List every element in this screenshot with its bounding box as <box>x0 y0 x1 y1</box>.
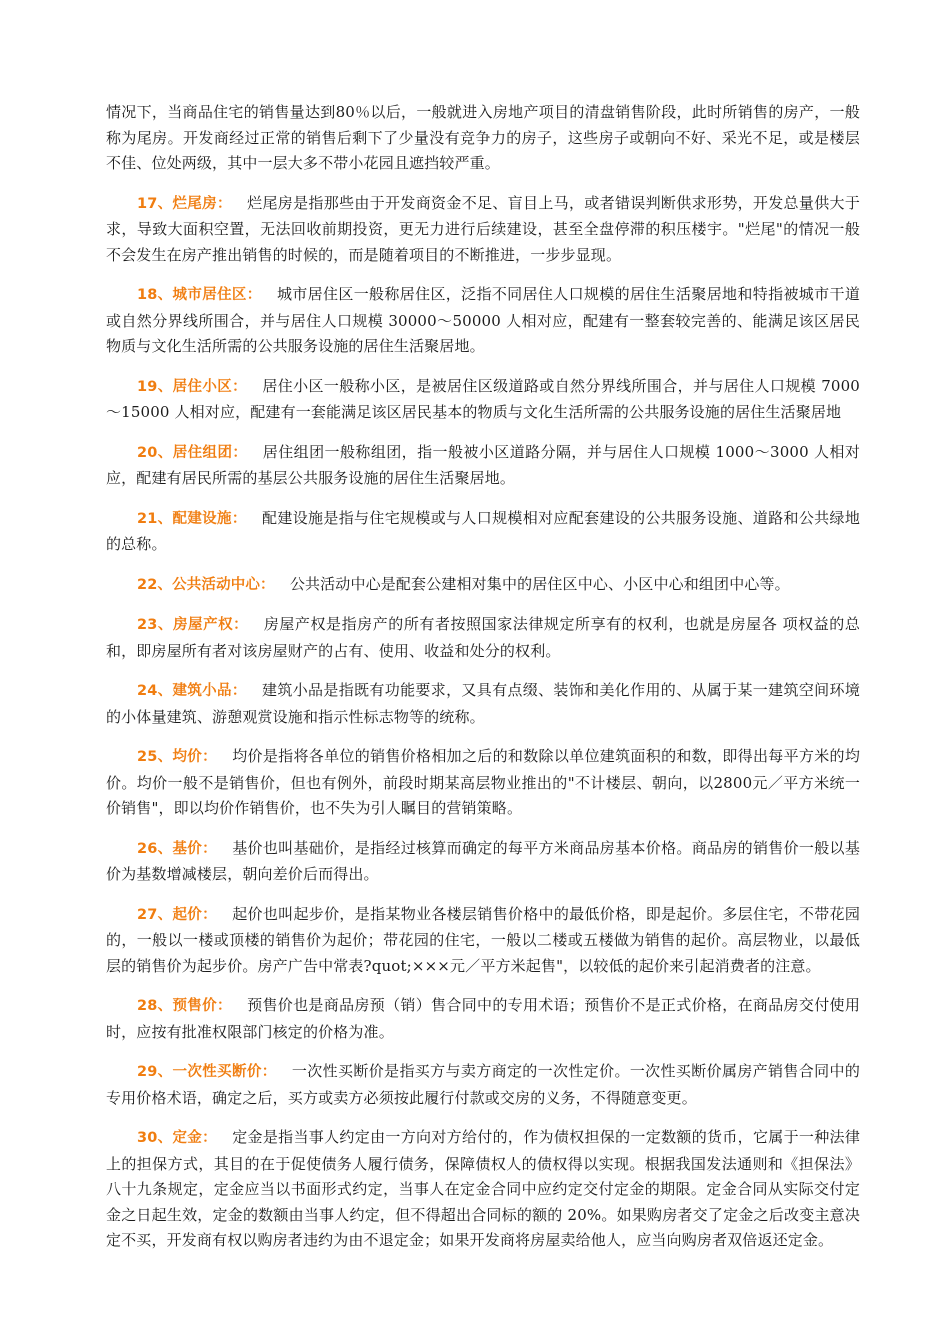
glossary-entry <box>106 993 860 1045</box>
glossary-definition: 基价也叫基础价，是指经过核算而确定的每平方米商品房基本价格。商品房的销售价一般以基价为基数增减楼层，朝向差价后而得出。 <box>106 838 860 883</box>
glossary-term: 20、居住组团： <box>137 444 248 461</box>
glossary-term: 17、烂尾房： <box>137 195 232 212</box>
glossary-entry <box>106 374 860 426</box>
glossary-list <box>106 191 860 1254</box>
glossary-term: 21、配建设施： <box>137 510 247 527</box>
glossary-definition: 居住小区一般称小区，是被居住区级道路或自然分界线所围合，并与居住人口规模 7000～15000 人相对应，配建有一套能满足该区居民基本的物质与文化生活所需的公共服务设施的居住生活聚居地 <box>106 376 860 421</box>
glossary-entry <box>106 191 860 269</box>
glossary-definition: 定金是指当事人约定由一方向对方给付的，作为债权担保的一定数额的货币，它属于一种法律上的担保方式，其目的在于促使债务人履行债务，保障债权人的债权得以实现。根据我国发法通则和《担保法》八十九条规定，定金应当以书面形式约定，当事人在定金合同中应约定交付定金的期限。定金合同从实际交付定金之日起生效，定金的数额由当事人约定，但不得超出合同标的额的 20%。如果购房者交了定金之后改变主意决定不买，开发商有权以购房者违约为由不退定金；如果开发商将房屋卖给他人，应当向购房者双倍返还定金。 <box>106 1128 860 1249</box>
glossary-definition: 居住组团一般称组团，指一般被小区道路分隔，并与居住人口规模 1000～3000 人相对应，配建有居民所需的基层公共服务设施的居住生活聚居地。 <box>106 442 860 487</box>
glossary-definition: 一次性买断价是指买方与卖方商定的一次性定价。一次性买断价属房产销售合同中的专用价格术语，确定之后，买方或卖方必须按此履行付款或交房的义务，不得随意变更。 <box>106 1062 860 1107</box>
glossary-term: 18、城市居住区： <box>137 287 262 303</box>
glossary-entry <box>106 282 860 360</box>
glossary-definition: 起价也叫起步价，是指某物业各楼层销售价格中的最低价格，即是起价。多层住宅，不带花园的，一般以一楼或顶楼的销售价为起价；带花园的住宅，一般以二楼或五楼做为销售的起价。高层物业，以最低层的销售价为起步价。房产广告中常表?quot;×××元／平方米起售"，以较低的起价来引起消费者的注意。 <box>106 904 860 975</box>
glossary-term: 24、建筑小品： <box>137 683 247 699</box>
glossary-entry <box>106 506 860 558</box>
glossary-definition: 均价是指将各单位的销售价格相加之后的和数除以单位建筑面积的和数，即得出每平方米的均价。均价一般不是销售价，但也有例外，前段时期某高层物业推出的"不计楼层、朝向，以2800元／平方米统一价销售"，即以均价作销售价，也不失为引人瞩目的营销策略。 <box>106 747 860 817</box>
glossary-term: 27、起价： <box>137 906 217 923</box>
glossary-term: 23、房屋产权： <box>137 617 249 633</box>
glossary-entry <box>106 1059 860 1111</box>
glossary-entry <box>106 744 860 822</box>
glossary-definition: 房屋产权是指房产的所有者按照国家法律规定所享有的权利，也就是房屋各 项权益的总和，即房屋所有者对该房屋财产的占有、使用、收益和处分的权利。 <box>106 615 860 660</box>
glossary-definition: 公共活动中心是配套公建相对集中的居住区中心、小区中心和组团中心等。 <box>289 574 790 593</box>
glossary-term: 29、一次性买断价： <box>137 1064 277 1080</box>
glossary-entry <box>106 572 860 599</box>
glossary-entry <box>106 902 860 980</box>
glossary-term: 30、定金： <box>137 1130 217 1146</box>
glossary-term: 28、预售价： <box>137 998 232 1014</box>
glossary-definition: 配建设施是指与住宅规模或与人口规模相对应配套建设的公共服务设施、道路和公共绿地的总称。 <box>106 508 860 553</box>
glossary-entry <box>106 612 860 664</box>
glossary-entry <box>106 678 860 730</box>
glossary-entry <box>106 1125 860 1254</box>
glossary-definition: 城市居住区一般称居住区，泛指不同居住人口规模的居住生活聚居地和特指被城市干道或自然分界线所围合，并与居住人口规模 30000～50000 人相对应，配建有一整套较完善的、能满足该区居民物质与文化生活所需的公共服务设施的居住生活聚居地。 <box>106 285 860 355</box>
glossary-definition: 预售价也是商品房预（销）售合同中的专用术语；预售价不是正式价格，在商品房交付使用时，应按有批准权限部门核定的价格为准。 <box>106 996 860 1041</box>
glossary-term: 22、公共活动中心： <box>137 576 275 593</box>
intro-paragraph: 情况下，当商品住宅的销售量达到80％以后，一般就进入房地产项目的清盘销售阶段，此时所销售的房产，一般称为尾房。开发商经过正常的销售后剩下了少量没有竞争力的房子，这些房子或朝向不好、采光不足，或是楼层不佳、位处两级，其中一层大多不带小花园且遮挡较严重。 <box>106 103 860 172</box>
glossary-term: 19、居住小区： <box>137 378 247 395</box>
glossary-definition: 烂尾房是指那些由于开发商资金不足、盲目上马，或者错误判断供求形势，开发总量供大于求，导致大面积空置，无法回收前期投资，更无力进行后续建设，甚至全盘停滞的积压楼宇。"烂尾"的情况一般不会发生在房产推出销售的时候的，而是随着项目的不断推进，一步步显现。 <box>106 193 860 264</box>
glossary-entry <box>106 440 860 492</box>
glossary-term: 26、基价： <box>137 840 217 857</box>
document-body <box>106 100 860 1268</box>
glossary-term: 25、均价： <box>137 749 217 765</box>
glossary-entry <box>106 836 860 888</box>
glossary-definition: 建筑小品是指既有功能要求，又具有点缀、装饰和美化作用的、从属于某一建筑空间环境的小体量建筑、游憩观赏设施和指示性标志物等的统称。 <box>106 681 860 726</box>
